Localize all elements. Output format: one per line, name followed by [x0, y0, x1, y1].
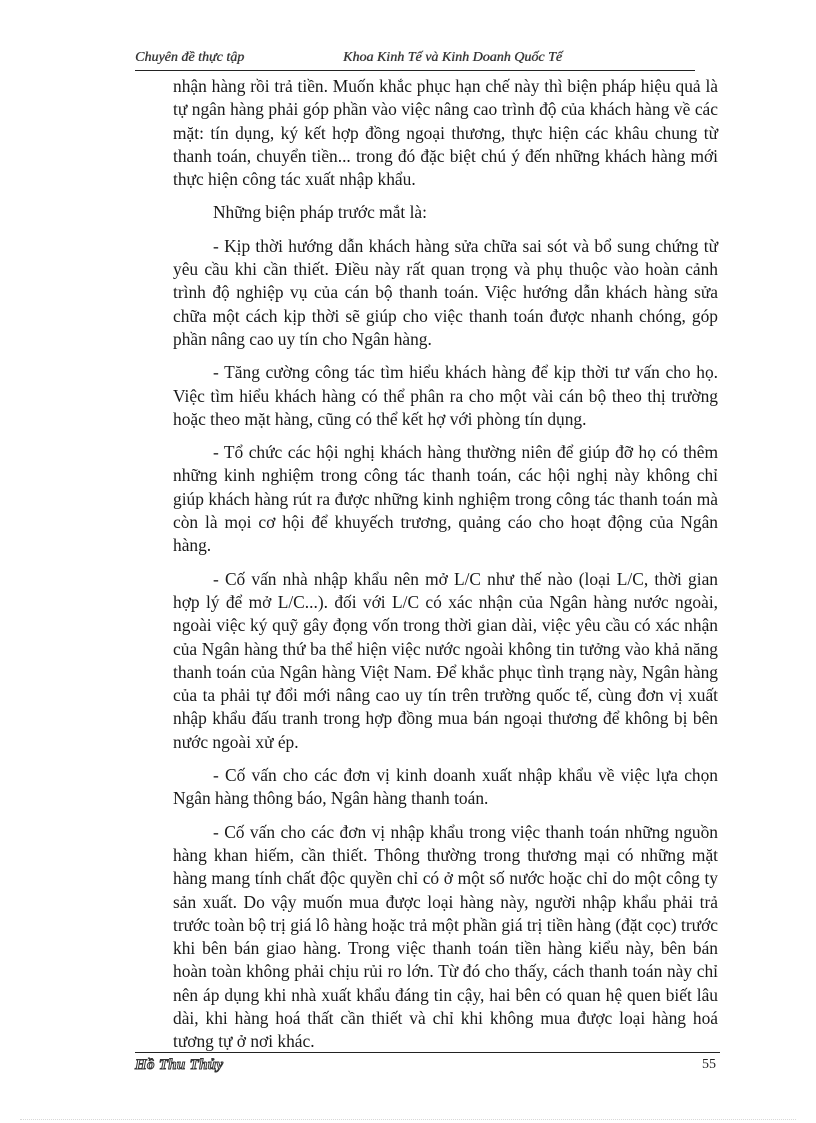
paragraph: - Cố vấn nhà nhập khẩu nên mở L/C như thế nào (loại L/C, thời gian hợp lý để mở L/C...). đối với L/C có xác nhận của Ngân hàng nước ngoài, ngoài việc ký quỹ gây đọng vốn trong thời gian dài, việc yêu cầu có xác nhận của Ngân hàng thứ ba thể hiện việc nước ngoài không tin tưởng vào khả năng thanh toán của Ngân hàng Việt Nam. Để khắc phục tình trạng này, Ngân hàng của ta phải tự đổi mới nâng cao uy tín trên trường quốc tế, cùng đơn vị xuất nhập khẩu đấu tranh trong hợp đồng mua bán ngoại thương để không bị bên nước ngoài xử ép.	[173, 568, 718, 752]
paragraph: nhận hàng rồi trả tiền. Muốn khắc phục hạn chế này thì biện pháp hiệu quả là tự ngân hàng phải góp phần vào việc nâng cao trình độ của khách hàng về các mặt: tín dụng, ký kết hợp đồng ngoại thương, thực hiện các khâu chung từ thanh toán, chuyển tiền... trong đó đặc biệt chú ý đến những khách hàng mới thực hiện công tác xuất nhập khẩu.	[173, 76, 718, 190]
header-faculty: Khoa Kinh Tế và Kinh Doanh Quốc Tế	[343, 50, 562, 65]
header-report-title: Chuyên đề thực tập	[135, 50, 245, 65]
document-body	[173, 75, 718, 1064]
paragraph: - Cố vấn cho các đơn vị kinh doanh xuất nhập khẩu về việc lựa chọn Ngân hàng thông báo, Ngân hàng thanh toán.	[173, 765, 718, 809]
page-footer	[135, 1052, 720, 1079]
page-edge-divider	[20, 1119, 796, 1120]
paragraph: - Tăng cường công tác tìm hiểu khách hàng để kịp thời tư vấn cho họ. Việc tìm hiểu khách hàng có thể phân ra cho một vài cán bộ theo thị trường hoặc theo mặt hàng, cũng có thể kết hợ với phòng tín dụng.	[173, 362, 718, 429]
paragraph: - Cố vấn cho các đơn vị nhập khẩu trong việc thanh toán những nguồn hàng khan hiếm, cần thiết. Thông thường trong thương mại có những mặt hàng mang tính chất độc quyền chỉ có ở một số nước hoặc chỉ do một công ty sản xuất. Do vậy muốn mua được loại hàng này, người nhập khẩu phải trả trước toàn bộ trị giá lô hàng hoặc trả một phần giá trị tiền hàng (đặt cọc) trước khi bên bán giao hàng. Trong việc thanh toán tiền hàng kiểu này, bên bán hoàn toàn không phải chịu rủi ro lớn. Từ đó cho thấy, cách thanh toán này chỉ nên áp dụng khi nhà xuất khẩu đáng tin cậy, hai bên có quan hệ quen biết lâu dài, khi hàng hoá thất cần thiết và chỉ khi không mua được loại hàng hoá tương tự ở nơi khác.	[173, 821, 718, 1052]
footer-author: Hồ Thu Thủy	[135, 1057, 224, 1073]
page-number: 55	[702, 1057, 716, 1072]
paragraph: - Tổ chức các hội nghị khách hàng thường niên để giúp đỡ họ có thêm những kinh nghiệm trong công tác thanh toán, các hội nghị này không chỉ giúp khách hàng rút ra được những kinh nghiệm trong công tác thanh toán mà còn là mọi cơ hội để khuyếch trương, quảng cáo cho hoạt động của Ngân hàng.	[173, 442, 718, 556]
paragraph: - Kịp thời hướng dẫn khách hàng sửa chữa sai sót và bổ sung chứng từ yêu cầu khi cần thiết. Điều này rất quan trọng và phụ thuộc vào hoàn cảnh trình độ nghiệp vụ của cán bộ thanh toán. Việc hướng dẫn khách hàng sửa chữa một cách kịp thời sẽ giúp cho việc thanh toán được nhanh chóng, góp phần nâng cao uy tín cho Ngân hàng.	[173, 235, 718, 349]
page-header	[135, 48, 695, 71]
paragraph: Những biện pháp trước mắt là:	[213, 202, 427, 223]
